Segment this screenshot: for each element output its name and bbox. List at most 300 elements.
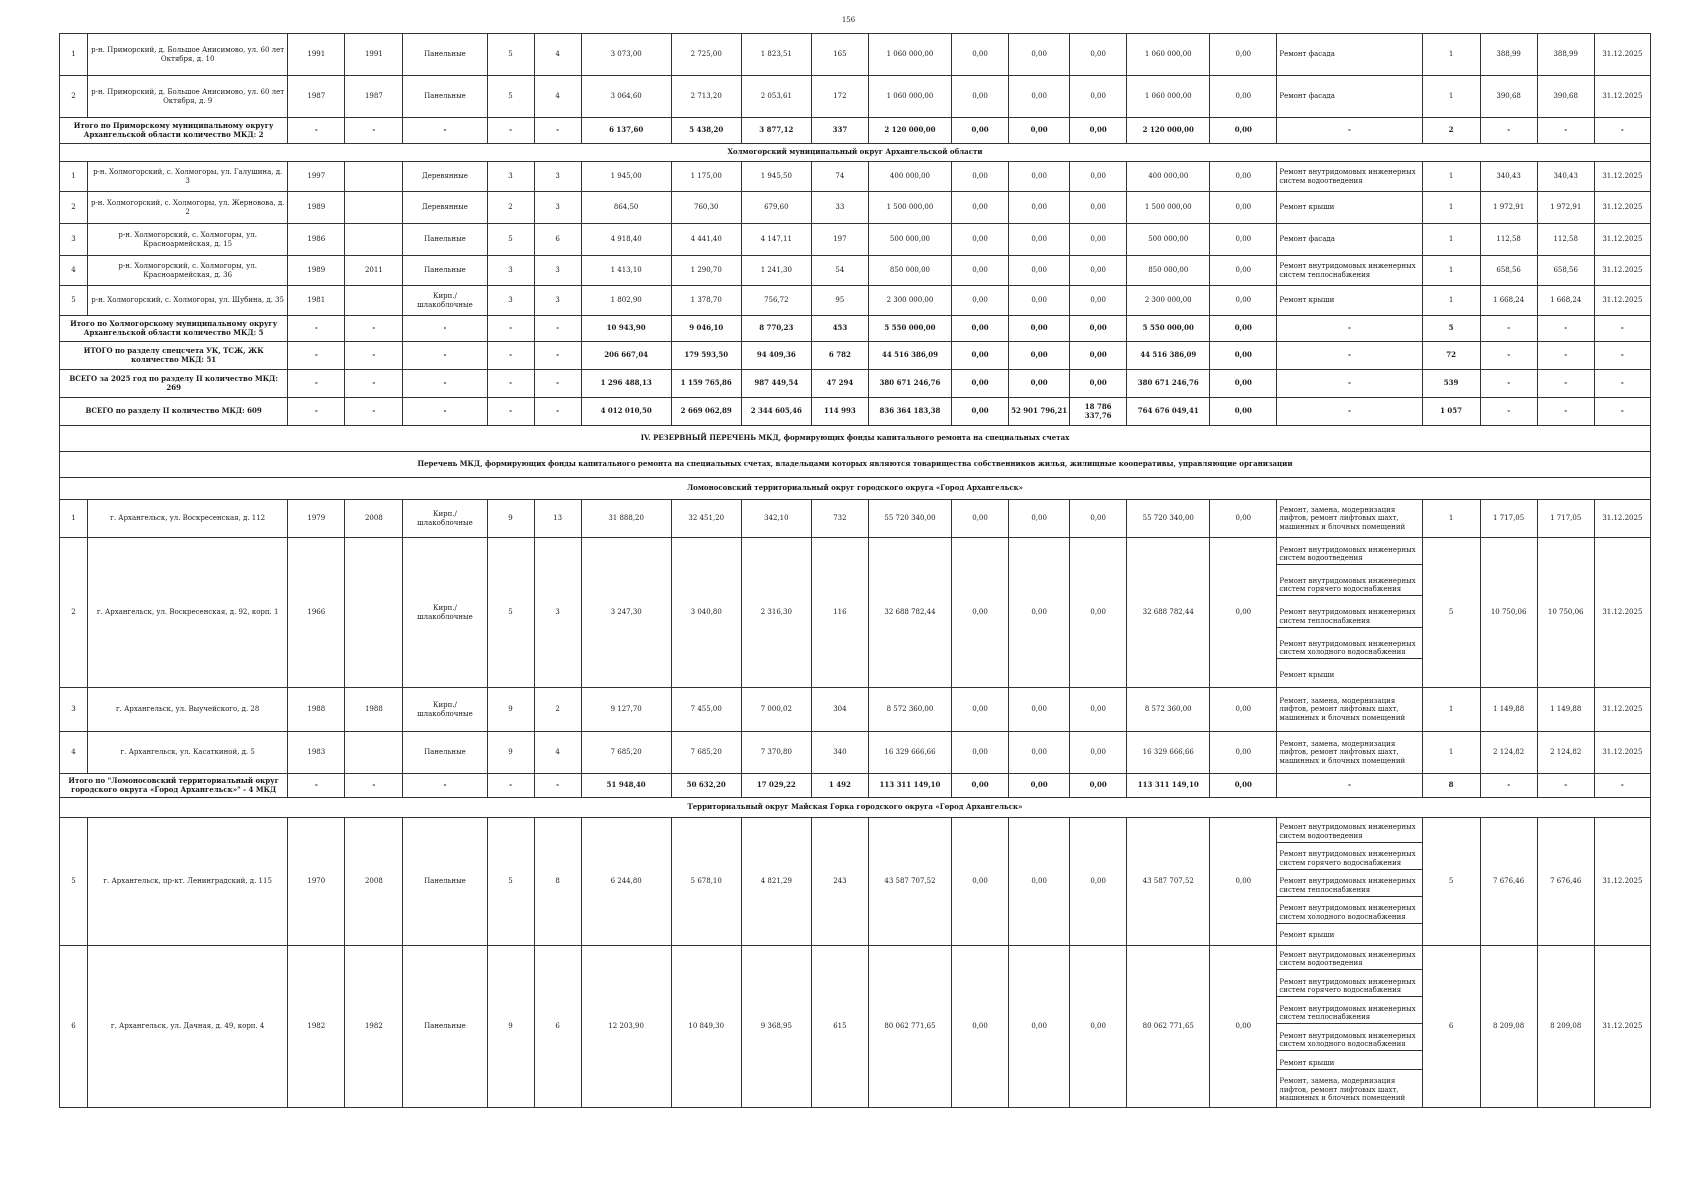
- table-row: [60, 946, 1651, 1108]
- cell-a3: 4 147,11: [741, 224, 811, 256]
- section-title: Холмогорский муниципальный округ Архангельской области: [60, 144, 1651, 162]
- cell-a1: 1 945,00: [581, 162, 671, 192]
- cell-c2: 0,00: [952, 688, 1009, 732]
- cell-wn: 5: [1422, 538, 1480, 688]
- cell-a1: 864,50: [581, 192, 671, 224]
- total-row: [60, 774, 1651, 798]
- cell-a3: 679,60: [741, 192, 811, 224]
- cell-a1: 1 802,90: [581, 286, 671, 316]
- dash-cell: -: [288, 774, 345, 798]
- total-c1: 44 516 386,09: [868, 342, 951, 370]
- cell-c3: 0,00: [1009, 946, 1070, 1108]
- section-header-row: [60, 426, 1651, 452]
- row-number: 3: [60, 688, 88, 732]
- total-p: 47 294: [811, 370, 868, 398]
- cell-date: 31.12.2025: [1594, 224, 1650, 256]
- total-work-count: 8: [1422, 774, 1480, 798]
- cell-c6: 0,00: [1210, 34, 1277, 76]
- cell-r1: 390,68: [1480, 76, 1537, 118]
- cell-c6: 0,00: [1210, 224, 1277, 256]
- cell-r1: 388,99: [1480, 34, 1537, 76]
- dash-cell: -: [1277, 118, 1422, 144]
- cell-y1: 1989: [288, 256, 345, 286]
- cell-y2: 1988: [345, 688, 403, 732]
- cell-c3: 0,00: [1009, 688, 1070, 732]
- cell-a3: 342,10: [741, 500, 811, 538]
- dash-cell: -: [1537, 774, 1594, 798]
- cell-a3: 4 821,29: [741, 818, 811, 946]
- cell-en: 8: [534, 818, 581, 946]
- work-types: [1277, 34, 1422, 76]
- cell-y1: 1997: [288, 162, 345, 192]
- dash-cell: -: [345, 398, 403, 426]
- total-c4: 18 786 337,76: [1070, 398, 1127, 426]
- dash-cell: -: [1277, 774, 1422, 798]
- cell-wn: 1: [1422, 224, 1480, 256]
- total-a1: 10 943,90: [581, 316, 671, 342]
- work-item: Ремонт фасада: [1279, 235, 1335, 244]
- cell-c3: 0,00: [1009, 818, 1070, 946]
- cell-a2: 1 290,70: [671, 256, 741, 286]
- cell-r1: 1 972,91: [1480, 192, 1537, 224]
- row-number: 4: [60, 732, 88, 774]
- dash-cell: -: [1480, 774, 1537, 798]
- cell-r2: 340,43: [1537, 162, 1594, 192]
- cell-r2: 1 972,91: [1537, 192, 1594, 224]
- row-number: 1: [60, 34, 88, 76]
- cell-mat: Деревянные: [403, 192, 487, 224]
- cell-a3: 1 823,51: [741, 34, 811, 76]
- dash-cell: -: [1537, 398, 1594, 426]
- cell-a1: 6 244,80: [581, 818, 671, 946]
- cell-fl: 5: [487, 224, 534, 256]
- cell-wn: 1: [1422, 34, 1480, 76]
- table-row: [60, 538, 1651, 688]
- cell-c1: 80 062 771,65: [868, 946, 951, 1108]
- cell-c2: 0,00: [952, 34, 1009, 76]
- cell-y1: 1988: [288, 688, 345, 732]
- cell-c4: 0,00: [1070, 946, 1127, 1108]
- cell-a2: 7 455,00: [671, 688, 741, 732]
- cell-a1: 3 247,30: [581, 538, 671, 688]
- cell-c2: 0,00: [952, 192, 1009, 224]
- cell-p: 340: [811, 732, 868, 774]
- work-item: Ремонт внутридомовых инженерных систем холодного водоснабжения: [1277, 638, 1421, 659]
- total-p: 114 993: [811, 398, 868, 426]
- cell-en: 3: [534, 162, 581, 192]
- work-item: Ремонт, замена, модернизация лифтов, ремонт лифтовых шахт, машинных и блочных помещений: [1279, 697, 1406, 722]
- total-c1: 5 550 000,00: [868, 316, 951, 342]
- row-number: 6: [60, 946, 88, 1108]
- cell-a1: 1 413,10: [581, 256, 671, 286]
- section-header-row: [60, 478, 1651, 500]
- cell-mat: Кирп./ шлакоблочные: [403, 538, 487, 688]
- cell-y2: 2008: [345, 818, 403, 946]
- total-a1: 206 667,04: [581, 342, 671, 370]
- address: г. Архангельск, пр-кт. Ленинградский, д. 115: [88, 818, 288, 946]
- cell-c3: 0,00: [1009, 224, 1070, 256]
- cell-mat: Панельные: [403, 946, 487, 1108]
- cell-y1: 1966: [288, 538, 345, 688]
- dash-cell: -: [1480, 316, 1537, 342]
- total-label: ИТОГО по разделу спецсчета УК, ТСЖ, ЖК количество МКД: 51: [60, 342, 288, 370]
- table-row: [60, 286, 1651, 316]
- cell-c5: 500 000,00: [1127, 224, 1210, 256]
- total-a2: 1 159 765,86: [671, 370, 741, 398]
- section-title: Ломоносовский территориальный округ городского округа «Город Архангельск»: [60, 478, 1651, 500]
- cell-a2: 760,30: [671, 192, 741, 224]
- cell-c5: 16 329 666,66: [1127, 732, 1210, 774]
- dash-cell: -: [345, 370, 403, 398]
- dash-cell: -: [1594, 316, 1650, 342]
- cell-r2: 2 124,82: [1537, 732, 1594, 774]
- cell-c6: 0,00: [1210, 946, 1277, 1108]
- table-row: [60, 256, 1651, 286]
- dash-cell: -: [403, 774, 487, 798]
- cell-a2: 3 040,80: [671, 538, 741, 688]
- capital-repair-table: [59, 33, 1651, 1108]
- work-item: Ремонт фасада: [1279, 50, 1335, 59]
- cell-c5: 43 587 707,52: [1127, 818, 1210, 946]
- dash-cell: -: [1480, 398, 1537, 426]
- cell-p: 197: [811, 224, 868, 256]
- cell-p: 732: [811, 500, 868, 538]
- cell-y2: 2008: [345, 500, 403, 538]
- cell-c6: 0,00: [1210, 162, 1277, 192]
- table-row: [60, 76, 1651, 118]
- dash-cell: -: [1537, 118, 1594, 144]
- work-item: Ремонт, замена, модернизация лифтов, ремонт лифтовых шахт, машинных и блочных помещений: [1279, 1077, 1406, 1102]
- cell-c1: 43 587 707,52: [868, 818, 951, 946]
- total-c2: 0,00: [952, 774, 1009, 798]
- section-title: Территориальный округ Майская Горка городского округа «Город Архангельск»: [60, 798, 1651, 818]
- cell-c4: 0,00: [1070, 162, 1127, 192]
- cell-c4: 0,00: [1070, 818, 1127, 946]
- dash-cell: -: [534, 118, 581, 144]
- row-number: 2: [60, 538, 88, 688]
- total-c5: 5 550 000,00: [1127, 316, 1210, 342]
- cell-r1: 7 676,46: [1480, 818, 1537, 946]
- cell-wn: 1: [1422, 192, 1480, 224]
- cell-a2: 4 441,40: [671, 224, 741, 256]
- address: г. Архангельск, ул. Дачная, д. 49, корп. 4: [88, 946, 288, 1108]
- dash-cell: -: [1277, 398, 1422, 426]
- cell-c4: 0,00: [1070, 538, 1127, 688]
- work-item: Ремонт крыши: [1277, 1057, 1421, 1070]
- cell-r2: 388,99: [1537, 34, 1594, 76]
- work-types: [1277, 162, 1422, 192]
- work-item: Ремонт внутридомовых инженерных систем теплоснабжения: [1277, 875, 1421, 896]
- table-row: [60, 818, 1651, 946]
- cell-mat: Панельные: [403, 818, 487, 946]
- table-row: [60, 500, 1651, 538]
- cell-mat: Панельные: [403, 224, 487, 256]
- cell-c5: 400 000,00: [1127, 162, 1210, 192]
- cell-en: 2: [534, 688, 581, 732]
- table-row: [60, 732, 1651, 774]
- cell-c3: 0,00: [1009, 76, 1070, 118]
- cell-c2: 0,00: [952, 286, 1009, 316]
- total-c5: 764 676 049,41: [1127, 398, 1210, 426]
- cell-c4: 0,00: [1070, 732, 1127, 774]
- cell-a1: 3 073,00: [581, 34, 671, 76]
- section-header-row: [60, 144, 1651, 162]
- cell-r2: 1 668,24: [1537, 286, 1594, 316]
- cell-fl: 3: [487, 256, 534, 286]
- cell-c6: 0,00: [1210, 192, 1277, 224]
- dash-cell: -: [1277, 342, 1422, 370]
- cell-c1: 1 060 000,00: [868, 76, 951, 118]
- address: г. Архангельск, ул. Воскресенская, д. 112: [88, 500, 288, 538]
- work-item: Ремонт, замена, модернизация лифтов, ремонт лифтовых шахт, машинных и блочных помещений: [1279, 740, 1406, 765]
- work-item: Ремонт фасада: [1279, 92, 1335, 101]
- cell-y1: 1979: [288, 500, 345, 538]
- cell-c2: 0,00: [952, 732, 1009, 774]
- cell-c2: 0,00: [952, 946, 1009, 1108]
- dash-cell: -: [1594, 774, 1650, 798]
- cell-wn: 6: [1422, 946, 1480, 1108]
- dash-cell: -: [487, 118, 534, 144]
- cell-y1: 1987: [288, 76, 345, 118]
- cell-c5: 32 688 782,44: [1127, 538, 1210, 688]
- dash-cell: -: [288, 342, 345, 370]
- cell-wn: 1: [1422, 76, 1480, 118]
- total-c5: 44 516 386,09: [1127, 342, 1210, 370]
- cell-wn: 1: [1422, 286, 1480, 316]
- work-item: Ремонт крыши: [1279, 296, 1335, 305]
- cell-y1: 1981: [288, 286, 345, 316]
- total-label: ВСЕГО по разделу II количество МКД: 609: [60, 398, 288, 426]
- total-label: Итого по Приморскому муниципальному округу Архангельской области количество МКД: 2: [60, 118, 288, 144]
- address: р-н. Холмогорский, с. Холмогоры, ул. Галушина, д. 3: [88, 162, 288, 192]
- cell-c4: 0,00: [1070, 76, 1127, 118]
- cell-p: 172: [811, 76, 868, 118]
- table-row: [60, 224, 1651, 256]
- cell-c3: 0,00: [1009, 192, 1070, 224]
- cell-fl: 3: [487, 162, 534, 192]
- cell-c6: 0,00: [1210, 286, 1277, 316]
- row-number: 1: [60, 162, 88, 192]
- total-c3: 0,00: [1009, 370, 1070, 398]
- cell-fl: 9: [487, 500, 534, 538]
- total-p: 337: [811, 118, 868, 144]
- total-c4: 0,00: [1070, 342, 1127, 370]
- cell-a2: 10 849,30: [671, 946, 741, 1108]
- cell-c4: 0,00: [1070, 286, 1127, 316]
- total-a3: 8 770,23: [741, 316, 811, 342]
- dash-cell: -: [345, 316, 403, 342]
- total-a2: 50 632,20: [671, 774, 741, 798]
- work-types: [1277, 286, 1422, 316]
- cell-c6: 0,00: [1210, 538, 1277, 688]
- dash-cell: -: [534, 342, 581, 370]
- work-types: [1277, 76, 1422, 118]
- total-a3: 94 409,36: [741, 342, 811, 370]
- cell-p: 243: [811, 818, 868, 946]
- total-work-count: 539: [1422, 370, 1480, 398]
- dash-cell: -: [288, 370, 345, 398]
- total-row: [60, 342, 1651, 370]
- cell-y2: [345, 286, 403, 316]
- cell-a3: 2 053,61: [741, 76, 811, 118]
- cell-c6: 0,00: [1210, 76, 1277, 118]
- cell-c1: 16 329 666,66: [868, 732, 951, 774]
- total-row: [60, 370, 1651, 398]
- total-row: [60, 118, 1651, 144]
- dash-cell: -: [1277, 370, 1422, 398]
- total-c4: 0,00: [1070, 316, 1127, 342]
- dash-cell: -: [487, 398, 534, 426]
- cell-c4: 0,00: [1070, 688, 1127, 732]
- cell-c5: 8 572 360,00: [1127, 688, 1210, 732]
- cell-p: 33: [811, 192, 868, 224]
- cell-mat: Деревянные: [403, 162, 487, 192]
- cell-en: 6: [534, 946, 581, 1108]
- cell-a1: 31 888,20: [581, 500, 671, 538]
- cell-c1: 8 572 360,00: [868, 688, 951, 732]
- cell-r1: 2 124,82: [1480, 732, 1537, 774]
- table-row: [60, 162, 1651, 192]
- cell-c1: 55 720 340,00: [868, 500, 951, 538]
- cell-en: 4: [534, 76, 581, 118]
- work-item: Ремонт внутридомовых инженерных систем холодного водоснабжения: [1277, 902, 1421, 923]
- cell-c6: 0,00: [1210, 256, 1277, 286]
- address: г. Архангельск, ул. Воскресенская, д. 92, корп. 1: [88, 538, 288, 688]
- cell-c2: 0,00: [952, 76, 1009, 118]
- row-number: 4: [60, 256, 88, 286]
- cell-c1: 1 060 000,00: [868, 34, 951, 76]
- cell-en: 3: [534, 192, 581, 224]
- work-types: [1277, 538, 1422, 688]
- cell-r2: 7 676,46: [1537, 818, 1594, 946]
- cell-en: 3: [534, 256, 581, 286]
- total-c5: 2 120 000,00: [1127, 118, 1210, 144]
- cell-a3: 756,72: [741, 286, 811, 316]
- cell-mat: Кирп./ шлакоблочные: [403, 688, 487, 732]
- cell-p: 95: [811, 286, 868, 316]
- cell-wn: 5: [1422, 818, 1480, 946]
- cell-p: 615: [811, 946, 868, 1108]
- cell-p: 165: [811, 34, 868, 76]
- dash-cell: -: [1594, 118, 1650, 144]
- dash-cell: -: [1594, 370, 1650, 398]
- dash-cell: -: [403, 118, 487, 144]
- address: р-н. Холмогорский, с. Холмогоры, ул. Жерновова, д. 2: [88, 192, 288, 224]
- work-item: Ремонт крыши: [1279, 671, 1335, 680]
- cell-r2: 8 209,08: [1537, 946, 1594, 1108]
- cell-date: 31.12.2025: [1594, 76, 1650, 118]
- total-label: ВСЕГО за 2025 год по разделу II количество МКД: 269: [60, 370, 288, 398]
- work-types: [1277, 256, 1422, 286]
- dash-cell: -: [288, 398, 345, 426]
- cell-mat: Кирп./ шлакоблочные: [403, 286, 487, 316]
- work-types: [1277, 732, 1422, 774]
- cell-a1: 4 918,40: [581, 224, 671, 256]
- total-a3: 3 877,12: [741, 118, 811, 144]
- cell-wn: 1: [1422, 500, 1480, 538]
- cell-a3: 7 370,80: [741, 732, 811, 774]
- cell-c4: 0,00: [1070, 224, 1127, 256]
- address: р-н. Холмогорский, с. Холмогоры, ул. Шубина, д. 35: [88, 286, 288, 316]
- cell-c2: 0,00: [952, 224, 1009, 256]
- cell-r2: 390,68: [1537, 76, 1594, 118]
- cell-en: 4: [534, 732, 581, 774]
- total-c1: 2 120 000,00: [868, 118, 951, 144]
- cell-mat: Панельные: [403, 76, 487, 118]
- cell-c2: 0,00: [952, 162, 1009, 192]
- dash-cell: -: [345, 774, 403, 798]
- work-types: [1277, 818, 1422, 946]
- cell-y2: [345, 162, 403, 192]
- cell-y1: 1982: [288, 946, 345, 1108]
- cell-y1: 1991: [288, 34, 345, 76]
- work-item: Ремонт внутридомовых инженерных систем водоотведения: [1277, 544, 1421, 565]
- total-c3: 0,00: [1009, 316, 1070, 342]
- total-c3: 52 901 796,21: [1009, 398, 1070, 426]
- cell-a1: 3 064,60: [581, 76, 671, 118]
- work-item: Ремонт внутридомовых инженерных систем горячего водоснабжения: [1277, 848, 1421, 869]
- dash-cell: -: [487, 316, 534, 342]
- total-a3: 987 449,54: [741, 370, 811, 398]
- address: р-н. Приморский, д. Большое Анисимово, ул. 60 лет Октября, д. 9: [88, 76, 288, 118]
- cell-c6: 0,00: [1210, 818, 1277, 946]
- cell-c5: 2 300 000,00: [1127, 286, 1210, 316]
- cell-a2: 5 678,10: [671, 818, 741, 946]
- cell-date: 31.12.2025: [1594, 34, 1650, 76]
- cell-fl: 3: [487, 286, 534, 316]
- section-title: Перечень МКД, формирующих фонды капитального ремонта на специальных счетах, владельцами которых являются товарищества собственников жилья, жилищные кооперативы, управляющие организации: [60, 452, 1651, 478]
- total-c5: 380 671 246,76: [1127, 370, 1210, 398]
- cell-c3: 0,00: [1009, 286, 1070, 316]
- total-c6: 0,00: [1210, 342, 1277, 370]
- cell-fl: 5: [487, 818, 534, 946]
- dash-cell: -: [403, 342, 487, 370]
- total-a2: 179 593,50: [671, 342, 741, 370]
- total-a1: 1 296 488,13: [581, 370, 671, 398]
- address: р-н. Холмогорский, с. Холмогоры, ул. Красноармейская, д. 15: [88, 224, 288, 256]
- cell-y2: 1987: [345, 76, 403, 118]
- cell-date: 31.12.2025: [1594, 538, 1650, 688]
- cell-date: 31.12.2025: [1594, 500, 1650, 538]
- dash-cell: -: [487, 342, 534, 370]
- cell-date: 31.12.2025: [1594, 286, 1650, 316]
- dash-cell: -: [534, 370, 581, 398]
- cell-c1: 400 000,00: [868, 162, 951, 192]
- row-number: 2: [60, 76, 88, 118]
- cell-r1: 658,56: [1480, 256, 1537, 286]
- cell-wn: 1: [1422, 688, 1480, 732]
- cell-r1: 340,43: [1480, 162, 1537, 192]
- total-c2: 0,00: [952, 398, 1009, 426]
- cell-date: 31.12.2025: [1594, 192, 1650, 224]
- cell-wn: 1: [1422, 732, 1480, 774]
- cell-y2: [345, 224, 403, 256]
- cell-r1: 8 209,08: [1480, 946, 1537, 1108]
- cell-y1: 1986: [288, 224, 345, 256]
- cell-c2: 0,00: [952, 256, 1009, 286]
- work-item: Ремонт внутридомовых инженерных систем горячего водоснабжения: [1277, 976, 1421, 997]
- total-c6: 0,00: [1210, 398, 1277, 426]
- dash-cell: -: [1537, 316, 1594, 342]
- work-item: Ремонт внутридомовых инженерных систем горячего водоснабжения: [1277, 575, 1421, 596]
- cell-en: 6: [534, 224, 581, 256]
- cell-a1: 9 127,70: [581, 688, 671, 732]
- total-c4: 0,00: [1070, 370, 1127, 398]
- cell-r2: 1 149,88: [1537, 688, 1594, 732]
- cell-y2: [345, 732, 403, 774]
- dash-cell: -: [1480, 370, 1537, 398]
- cell-fl: 2: [487, 192, 534, 224]
